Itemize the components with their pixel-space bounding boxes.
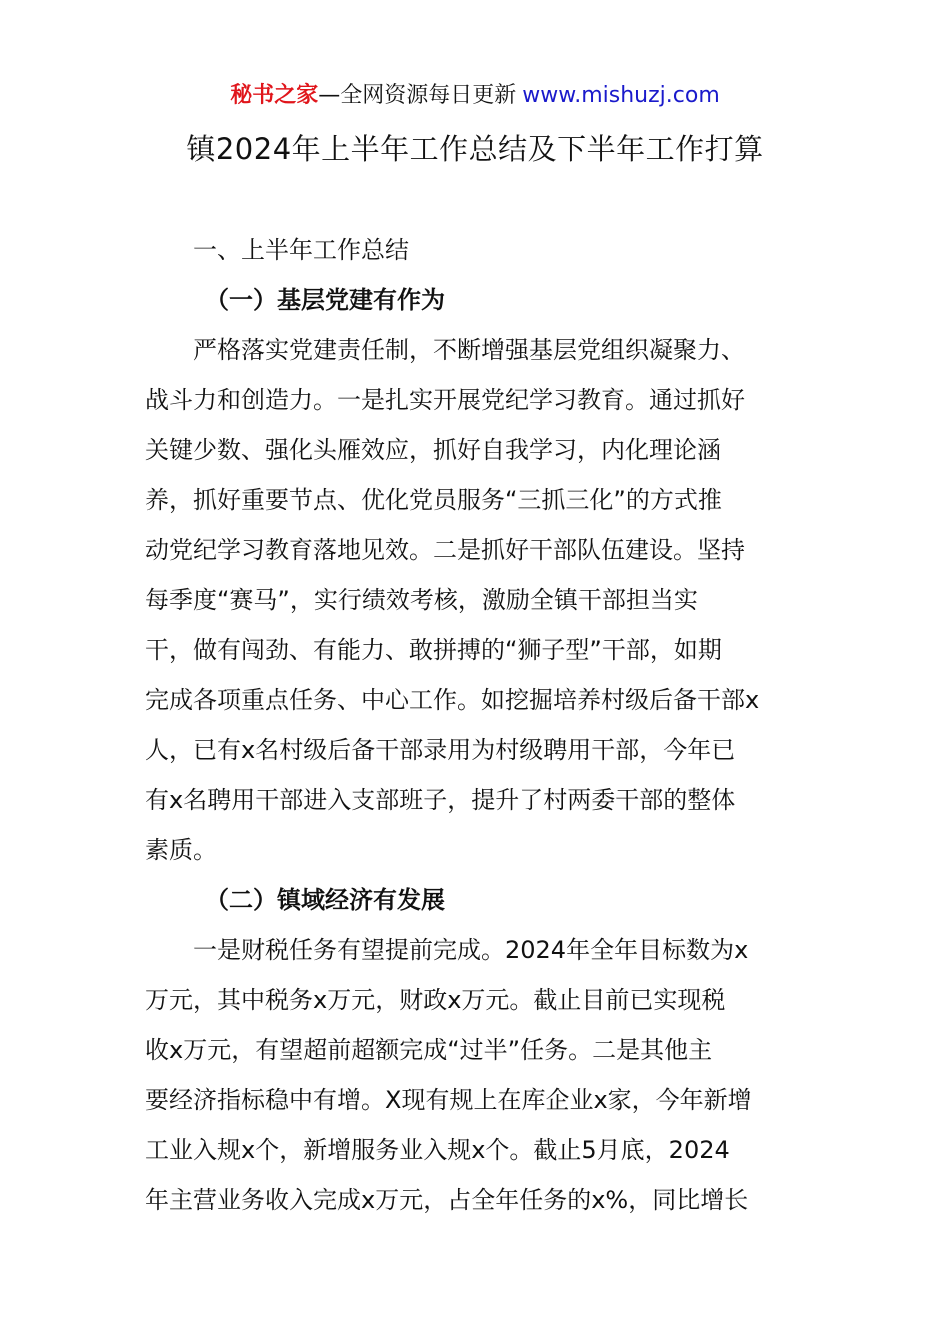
header-banner [0, 80, 950, 112]
paragraph-line: 干，做有闯劲、有能力、敢拼搏的“狮子型”干部，如期 [145, 636, 722, 664]
subsection-heading: （二）镇域经济有发展 [205, 886, 445, 914]
section-heading: 一、上半年工作总结 [193, 236, 409, 264]
paragraph-line: 要经济指标稳中有增。X现有规上在库企业x家，今年新增 [145, 1086, 752, 1114]
site-link[interactable]: www.mishuzj.com [522, 83, 720, 108]
paragraph-line: 工业入规x个，新增服务业入规x个。截止5月底，2024 [145, 1136, 730, 1164]
paragraph-line: 万元，其中税务x万元，财政x万元。截止目前已实现税 [145, 986, 726, 1014]
paragraph-line: 战斗力和创造力。一是扎实开展党纪学习教育。通过抓好 [145, 386, 745, 414]
document-body [145, 225, 810, 1225]
paragraph-line: 人，已有x名村级后备干部录用为村级聘用干部，今年已 [145, 736, 736, 764]
document-title: 镇2024年上半年工作总结及下半年工作打算 [186, 132, 764, 166]
paragraph-line: 完成各项重点任务、中心工作。如挖掘培养村级后备干部x [145, 686, 760, 714]
paragraph-line: 年主营业务收入完成x万元，占全年任务的x%，同比增长 [145, 1186, 749, 1214]
paragraph-line: 一是财税任务有望提前完成。2024年全年目标数为x [193, 936, 749, 964]
paragraph [145, 925, 810, 1225]
paragraph-line: 每季度“赛马”，实行绩效考核，激励全镇干部担当实 [145, 586, 698, 614]
subsection-heading: （一）基层党建有作为 [205, 286, 445, 314]
paragraph-line: 养，抓好重要节点、优化党员服务“三抓三化”的方式推 [145, 486, 722, 514]
paragraph-line: 严格落实党建责任制，不断增强基层党组织凝聚力、 [193, 336, 745, 364]
header-tagline: —全网资源每日更新 [318, 83, 517, 108]
paragraph-line: 素质。 [145, 836, 217, 864]
paragraph-line: 动党纪学习教育落地见效。二是抓好干部队伍建设。坚持 [145, 536, 745, 564]
paragraph [145, 325, 810, 875]
paragraph-line: 收x万元，有望超前超额完成“过半”任务。二是其他主 [145, 1036, 713, 1064]
brand-name: 秘书之家 [230, 83, 319, 108]
paragraph-line: 有x名聘用干部进入支部班子，提升了村两委干部的整体 [145, 786, 736, 814]
paragraph-line: 关键少数、强化头雁效应，抓好自我学习，内化理论涵 [145, 436, 721, 464]
